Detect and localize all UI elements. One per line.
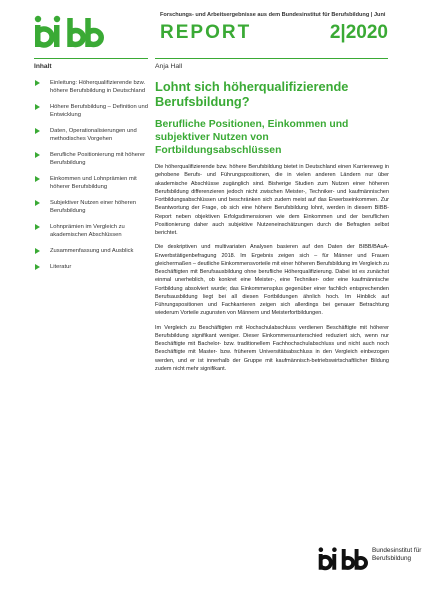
toc-item[interactable]: Subjektiver Nutzen einer höheren Berufsbildung bbox=[34, 199, 152, 215]
toc-item[interactable]: Einkommen und Lohnprämien mit höherer Berufsbildung bbox=[34, 175, 152, 191]
triangle-arrow-icon bbox=[35, 152, 40, 158]
abstract-paragraph: Im Vergleich zu Beschäftigten mit Hochschulabschluss verdienen Beschäftigte mit höherer Berufsbildung signifikant weniger. Dieser Einkommensunterschied reduziert sich, wenn nur Beschäftigte mit Bachelor- bzw. traditionellem Fachhochschulabschluss und nicht auch noch Beschäftigte mit Master- bzw. früherem Universitätsabschluss in den Vergleich einbezogen werden, und er ist innerhalb der Gruppe mit kaufmännisch-betriebswirtschaftlicher Bildung zudem nicht mehr signifikant. bbox=[155, 324, 389, 372]
triangle-arrow-icon bbox=[35, 104, 40, 110]
abstract bbox=[155, 163, 389, 379]
toc-item[interactable]: Zusammenfassung und Ausblick bbox=[34, 247, 152, 255]
bibb-logo-icon bbox=[34, 14, 104, 50]
triangle-arrow-icon bbox=[35, 80, 40, 86]
divider-right bbox=[155, 58, 388, 59]
report-subtitle: Berufliche Positionen, Einkommen und subjektiver Nutzen von Fortbildungsabschlüssen bbox=[155, 119, 349, 156]
triangle-arrow-icon bbox=[35, 176, 40, 182]
triangle-arrow-icon bbox=[35, 128, 40, 134]
toc-item[interactable]: Höhere Berufsbildung – Definition und Entwicklung bbox=[34, 103, 152, 119]
divider-left bbox=[34, 58, 148, 59]
institute-name: Bundesinstitut für Berufsbildung bbox=[372, 547, 422, 562]
bibb-logo-icon bbox=[318, 546, 368, 572]
triangle-arrow-icon bbox=[35, 224, 40, 230]
table-of-contents bbox=[34, 79, 152, 279]
toc-item[interactable]: Daten, Operationalisierungen und methodisches Vorgehen bbox=[34, 127, 152, 143]
author-name: Anja Hall bbox=[155, 63, 183, 70]
toc-item[interactable]: Einleitung: Höherqualifizierende bzw. höhere Berufsbildung in Deutschland bbox=[34, 79, 152, 95]
toc-item[interactable]: Literatur bbox=[34, 263, 152, 271]
triangle-arrow-icon bbox=[35, 264, 40, 270]
header-series-line: Forschungs- und Arbeitsergebnisse aus dem Bundesinstitut für Berufsbildung | Juni bbox=[160, 12, 386, 18]
abstract-paragraph: Die deskriptiven und multivariaten Analysen basieren auf den Daten der BIBB/BAuA-Erwerbstätigenbefragung 2018. Im Ergebnis zeigen sich – für Männer und Frauen gleichermaßen – deutliche Einkommensvorteile mit einer höheren Berufsbildung im Vergleich zu Beschäftigten mit Berufsausbildung ohne berufliche Höherqualifizierung. Dabei ist es zunächst einmal unerheblich, ob konkret eine Meister-, eine Techniker- oder eine kaufmännische Fortbildung absolviert wurde; das Einkommensplus gegenüber einer fachlich entsprechenden Berufsausbildung liegt bei all diesen Fortbildungen ähnlich hoch. Im Hinblick auf Führungspositionen und Fachkarrieren zeigen sich allerdings bei genauer Betrachtung wiederum Vorteile zugunsten von Männern und Meisterfortbildungen. bbox=[155, 244, 389, 317]
toc-item[interactable]: Lohnprämien im Vergleich zu akademischen Abschlüssen bbox=[34, 223, 152, 239]
issue-number: 2|2020 bbox=[329, 22, 388, 43]
abstract-paragraph: Die höherqualifizierende bzw. höhere Berufsbildung bietet in Deutschland einen Karriereweg in gehobene Berufs- und Führungspositionen, die in vielen anderen Ländern nur über akademische Abschlüsse zugänglich sind. Bisherige Studien zum Nutzen einer höheren Berufsbildung differenzieren jedoch nicht zwischen Meister-, Techniker- und kaufmännischen Fortbildungsabschlüssen und beschränken sich zudem meist auf das Erwerbseinkommen. Zur Beantwortung der Frage, ob sich eine höhere Berufsbildung lohnt, werden in diesem BIBB-Report neben objektiven Erfolgsdimensionen wie dem Einkommen und der beruflichen Positionierung daher auch subjektive Nutzeneinschätzungen durch die Befragten selbst berichtet. bbox=[155, 164, 389, 236]
report-wordmark: REPORT bbox=[160, 22, 252, 43]
triangle-arrow-icon bbox=[35, 248, 40, 254]
triangle-arrow-icon bbox=[35, 200, 40, 206]
toc-heading: Inhalt bbox=[34, 63, 52, 70]
report-title: Lohnt sich höherqualifizierende Berufsbildung? bbox=[155, 79, 349, 109]
toc-item[interactable]: Berufliche Positionierung mit höherer Berufsbildung bbox=[34, 151, 152, 167]
